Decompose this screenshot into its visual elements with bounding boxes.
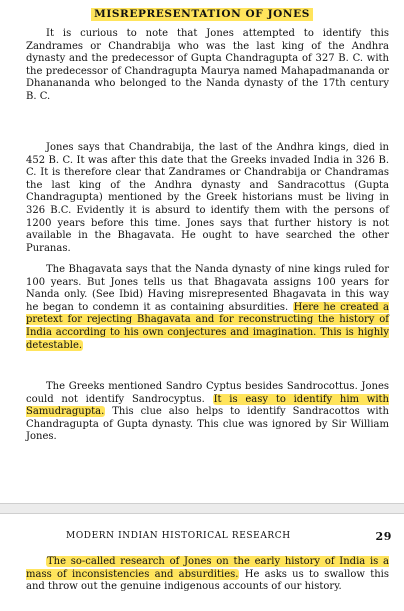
running-header [66, 531, 392, 545]
paragraph-5-highlight: The so-called research of Jones on the early history of India is a mass of inconsistencies and absurdities. [26, 556, 389, 580]
paragraph-4-text-end: This clue also helps to identify Sandracottos with Chandragupta of Gupta dynasty. This clue was ignored by Sir William Jones. [26, 406, 389, 443]
paragraph-1 [26, 28, 389, 104]
paragraph-4 [26, 381, 389, 444]
paragraph-5 [26, 556, 389, 594]
paragraph-3-text: The Bhagavata says that the Nanda dynasty of nine kings ruled for 100 years. But Jones tells us that Bhagavata assigns 100 years for Nanda only. (See Ibid) Having misrepresented Bhagavata in this way he began to condemn it as containing absurdities. [26, 264, 389, 313]
paragraph-4-text-start: The Greeks mentioned Sandro Cyptus besides Sandrocottus. Jones could not identify Sandrocyptus. [26, 381, 389, 405]
paragraph-4-highlight: It is easy to identify him with Samudragupta. [26, 393, 389, 418]
section-heading-text: MISREPRESENTATION OF JONES [91, 8, 313, 21]
paragraph-2-text: Jones says that Chandrabija, the last of the Andhra kings, died in 452 B. C. It was after this date that the Greeks invaded India in 326 B. C. It is therefore clear that Zandrames or Chandrabija or Chandramas the last king of the Andhra dynasty and Sandracottus (Gupta Chandragupta) mentioned by the Greek historians must be living in 326 B.C. Evidently it is absurd to identify them with the persons of 1200 years before this time. Jones says that further history is not available in the Bhagavata. He ought to have searched the other Puranas. [26, 142, 389, 254]
running-header-title: MODERN INDIAN HISTORICAL RESEARCH [66, 531, 291, 541]
paragraph-3-highlight: Here he created a pretext for rejecting Bhagavata and for reconstructing the history of India according to his own conjectures and imagination. This is highly detestable. [26, 301, 390, 351]
paragraph-5-text: He asks us to swallow this and throw out the genuine indigenous accounts of our history. [26, 568, 389, 593]
paragraph-1-text: It is curious to note that Jones attempted to identify this Zandrames or Chandrabija who was the last king of the Andhra dynasty and the predecessor of Gupta Chandragupta of 327 B. C. with the predecessor of Chandragupta Maurya named Mahapadmananda or Dhananandа who belonged to the Nanda dynasty of the 17th century B. C. [26, 28, 389, 102]
page-separator [0, 503, 404, 514]
page-number: 29 [375, 530, 392, 543]
section-heading [0, 8, 404, 20]
paragraph-3 [26, 264, 389, 352]
paragraph-2 [26, 142, 389, 255]
